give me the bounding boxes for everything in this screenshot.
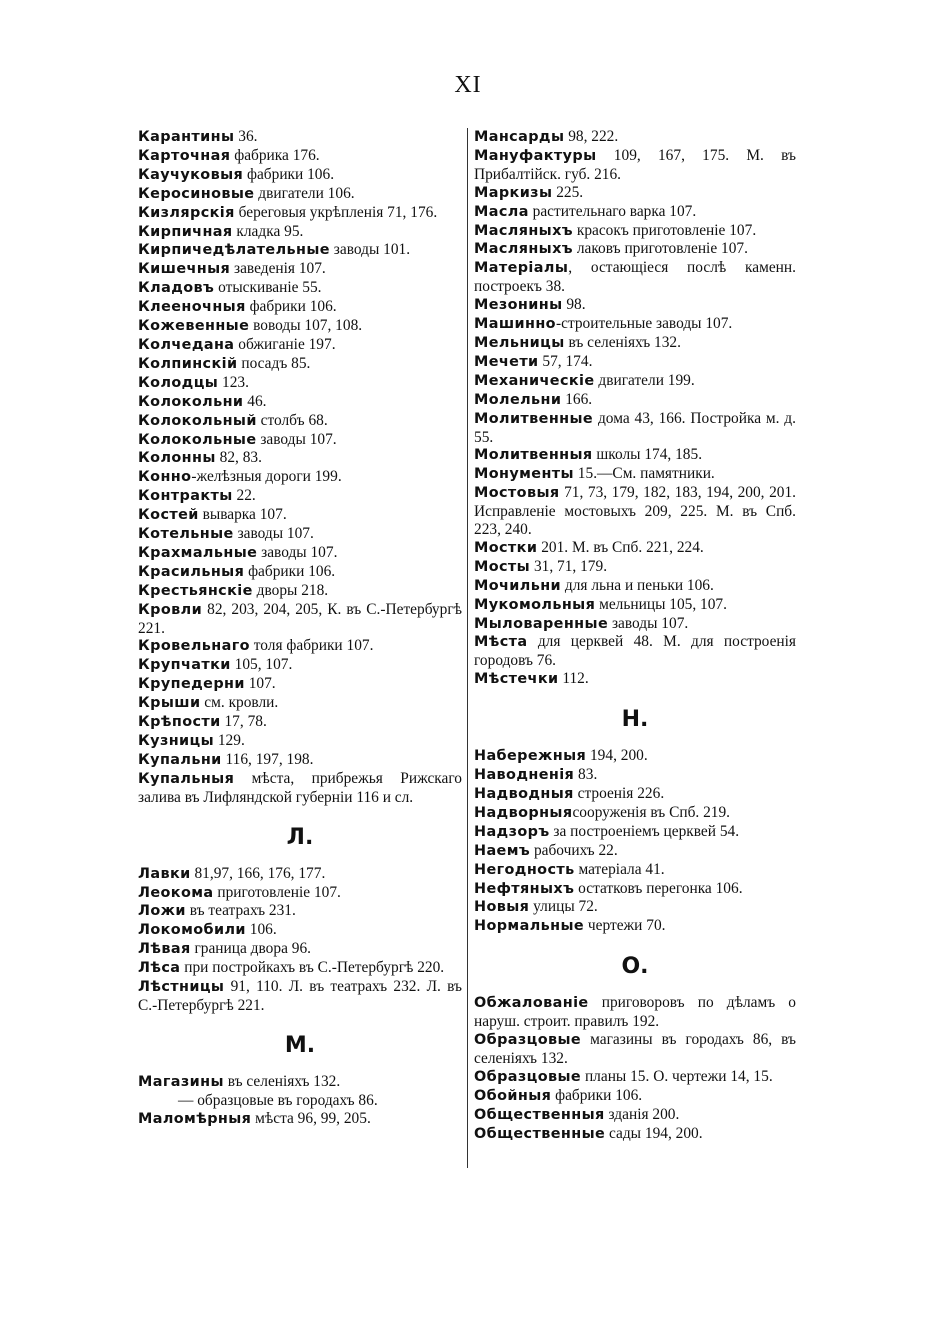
index-entry — [138, 656, 462, 675]
index-entry — [474, 1031, 796, 1068]
entry-headword: Крестьянскіе — [138, 582, 253, 599]
entry-headword: Колокольные — [138, 431, 257, 448]
index-entry — [138, 751, 462, 770]
entry-references: — образцовые въ городахъ 86. — [178, 1091, 378, 1109]
entry-references: для церквей 48. М. для построенія городовъ 76. — [474, 633, 796, 670]
entry-headword: Мечети — [474, 353, 539, 370]
index-entry — [138, 959, 462, 978]
entry-headword: Молитвенные — [474, 410, 594, 427]
entry-headword: Клееночныя — [138, 299, 246, 316]
entry-references: толя фабрики 107. — [249, 637, 374, 655]
index-entry — [474, 184, 796, 203]
entry-headword: Обжалованіе — [474, 995, 589, 1012]
index-entry — [474, 446, 796, 465]
index-entry — [474, 842, 796, 861]
entry-headword: Магазины — [138, 1073, 224, 1090]
index-entry — [474, 994, 796, 1031]
entry-references: планы 15. О. чертежи 14, 15. — [581, 1067, 773, 1085]
entry-references: 105, 107. — [230, 656, 293, 674]
entry-headword: Колокольный — [138, 412, 257, 429]
entry-headword: Колчедана — [138, 336, 235, 353]
entry-references: улицы 72. — [529, 898, 598, 916]
entry-headword: Маломѣрныя — [138, 1110, 252, 1127]
index-entry — [474, 240, 796, 259]
index-entry — [474, 861, 796, 880]
entry-references: фабрики 106. — [243, 165, 335, 183]
entry-references: мельницы 105, 107. — [595, 595, 727, 613]
entry-references: фабрики 106. — [245, 298, 337, 316]
index-entry — [138, 147, 462, 166]
index-entry — [138, 582, 462, 601]
entry-references: 82, 203, 204, 205, К. въ С.-Петербургѣ 221. — [138, 600, 462, 637]
entry-headword: Кизлярскія — [138, 204, 235, 221]
entry-references: заведенія 107. — [230, 260, 326, 278]
index-entry — [138, 902, 462, 921]
entry-headword: Леокома — [138, 884, 214, 901]
index-entry — [138, 241, 462, 260]
index-entry — [138, 412, 462, 431]
index-entry — [138, 732, 462, 751]
entry-headword: Мансарды — [474, 129, 565, 145]
entry-references: рабочихъ 22. — [530, 841, 618, 859]
index-entry — [474, 128, 796, 147]
entry-references: 17, 78. — [220, 713, 267, 731]
entry-headword: Кишечныя — [138, 261, 231, 278]
index-entry — [474, 577, 796, 596]
entry-references: заводы 107. — [257, 543, 338, 561]
entry-references: кладка 95. — [232, 222, 304, 240]
entry-headword: Мануфактуры — [474, 147, 597, 164]
entry-headword: Обойныя — [474, 1087, 552, 1104]
entry-references: выварка 107. — [198, 506, 287, 524]
entry-references: 46. — [243, 392, 267, 410]
index-entry — [138, 921, 462, 940]
index-entry — [138, 279, 462, 298]
index-entry — [474, 785, 796, 804]
entry-references: въ селеніяхъ 132. — [223, 1072, 341, 1090]
entry-headword: Мосты — [474, 558, 531, 575]
index-entry — [138, 770, 462, 807]
entry-references: 106. — [245, 921, 277, 939]
index-entry — [474, 596, 796, 615]
entry-references: 201. М. въ Спб. 221, 224. — [537, 538, 704, 556]
entry-references: дома 43, 166. Постройка м. д. 55. — [474, 409, 796, 446]
entry-headword: Маркизы — [474, 184, 553, 201]
index-entry — [474, 259, 796, 296]
entry-references: красокъ приготовленіе 107. — [573, 221, 757, 239]
entry-headword: Набережныя — [474, 748, 587, 765]
entry-references: за построеніемъ церквей 54. — [549, 822, 740, 840]
entry-references: фабрика 176. — [230, 146, 320, 164]
entry-references: фабрики 106. — [244, 562, 336, 580]
index-entry — [138, 487, 462, 506]
entry-references: посадъ 85. — [237, 354, 311, 372]
entry-references: растительнаго варка 107. — [528, 202, 697, 220]
entry-headword: Контракты — [138, 488, 233, 505]
entry-headword: Кузницы — [138, 733, 215, 749]
index-entry — [138, 694, 462, 713]
index-entry — [474, 633, 796, 670]
entry-headword: Масляныхъ — [474, 241, 573, 258]
entry-headword: Колпинскій — [138, 355, 238, 372]
entry-references: 116, 197, 198. — [221, 750, 314, 768]
entry-headword: Ложи — [138, 903, 186, 920]
index-entry — [474, 353, 796, 372]
entry-headword: Нефтяныхъ — [474, 880, 575, 897]
entry-headword: Колокольни — [138, 393, 244, 410]
entry-headword: Купальни — [138, 751, 222, 768]
page-number: XI — [454, 72, 482, 98]
index-entry — [474, 1106, 796, 1125]
index-entry — [474, 203, 796, 222]
index-entry — [138, 449, 462, 468]
index-entry — [138, 468, 462, 487]
index-entry — [474, 880, 796, 899]
index-entry — [474, 296, 796, 315]
entry-headword: Масла — [474, 203, 529, 220]
entry-headword: Костей — [138, 507, 199, 524]
entry-headword: Кирпичная — [138, 223, 233, 240]
entry-references: строенія 226. — [573, 785, 665, 802]
entry-references: 109, 167, 175. М. въ Прибалтійск. губ. 216. — [474, 146, 796, 183]
index-entry — [474, 410, 796, 447]
entry-headword: Кирпичедѣлательные — [138, 242, 330, 259]
entry-references: -строительные заводы 107. — [555, 315, 733, 333]
entry-headword: Наемъ — [474, 842, 531, 859]
entry-headword: Конно — [138, 469, 192, 486]
entry-references: береговыя укрѣпленія 71, 176. — [234, 203, 438, 221]
index-entry — [474, 147, 796, 184]
entry-references: лаковъ приготовленіе 107. — [573, 240, 748, 258]
entry-headword: Новыя — [474, 899, 530, 916]
entry-references: 82, 83. — [215, 449, 262, 467]
entry-headword: Лавки — [138, 865, 191, 882]
index-entry — [138, 166, 462, 185]
entry-references: мѣста, прибрежья Рижскаго залива въ Лифляндской губерніи 116 и сл. — [138, 769, 462, 806]
entry-references: заводы 107. — [608, 614, 689, 632]
entry-references: столбъ 68. — [256, 411, 328, 429]
index-entry — [138, 1073, 462, 1092]
entry-references: остатковъ перегонка 106. — [574, 879, 743, 897]
entry-references: въ селеніяхъ 132. — [564, 333, 681, 351]
section-letter-heading: М. — [284, 1032, 316, 1058]
entry-headword: Мукомольныя — [474, 596, 596, 613]
index-entry — [474, 484, 796, 539]
entry-headword: Каучуковыя — [138, 166, 244, 183]
entry-references: заводы 101. — [329, 241, 411, 259]
entry-references: 98. — [562, 296, 586, 314]
index-entry — [474, 558, 796, 577]
entry-references: 112. — [558, 670, 589, 688]
entry-references: -желѣзныя дороги 199. — [191, 468, 342, 486]
entry-references: сооруженія въ Спб. 219. — [572, 803, 731, 821]
entry-references: школы 174, 185. — [592, 446, 703, 464]
index-entry — [138, 317, 462, 336]
entry-references: мѣста 96, 99, 205. — [251, 1109, 371, 1127]
index-entry — [138, 506, 462, 525]
index-entry — [474, 670, 796, 689]
index-entry — [138, 374, 462, 393]
entry-references: 81,97, 166, 176, 177. — [190, 864, 326, 882]
index-entry — [138, 978, 462, 1015]
entry-headword: Кожевенные — [138, 318, 250, 335]
index-entry — [138, 525, 462, 544]
entry-references: отыскиваніе 55. — [214, 279, 322, 297]
entry-headword: Общественные — [474, 1125, 606, 1142]
index-column-right — [474, 128, 796, 1144]
index-entry — [474, 1087, 796, 1106]
entry-references: 36. — [234, 128, 258, 145]
index-entry — [138, 563, 462, 582]
index-entry — [138, 204, 462, 223]
index-entry — [138, 544, 462, 563]
entry-headword: Крахмальные — [138, 544, 258, 561]
entry-headword: Мезонины — [474, 297, 563, 314]
entry-references: 15.—См. памятники. — [573, 465, 715, 483]
entry-headword: Мостовыя — [474, 485, 560, 502]
entry-headword: Мочильни — [474, 577, 562, 594]
entry-headword: Мельницы — [474, 334, 565, 351]
entry-headword: Керосиновые — [138, 185, 255, 202]
entry-references: , остающіеся послѣ каменн. построекъ 38. — [474, 259, 796, 296]
entry-headword: Монументы — [474, 466, 574, 483]
entry-headword: Образцовые — [474, 1032, 582, 1049]
entry-headword: Механическіе — [474, 372, 595, 389]
entry-headword: Карантины — [138, 129, 235, 145]
index-entry — [474, 334, 796, 353]
entry-references: 129. — [214, 732, 245, 749]
index-entry — [138, 884, 462, 903]
index-entry — [474, 804, 796, 823]
entry-references: 91, 110. Л. въ театрахъ 232. Л. въ С.-Петербургѣ 221. — [138, 978, 462, 1014]
entry-references: 22. — [232, 487, 256, 505]
index-entry — [138, 128, 462, 147]
entry-references: чертежи 70. — [584, 917, 666, 935]
entry-references: при постройкахъ въ С.-Петербургѣ 220. — [180, 959, 445, 977]
entry-references: 83. — [574, 766, 598, 784]
entry-references: воводы 107, 108. — [249, 317, 363, 335]
index-entry — [138, 185, 462, 204]
entry-headword: Лѣстницы — [138, 979, 225, 996]
index-entry — [474, 372, 796, 391]
index-entry — [138, 637, 462, 656]
index-entry — [138, 675, 462, 694]
entry-headword: Надводныя — [474, 786, 574, 802]
entry-references: см. кровли. — [200, 694, 279, 712]
index-entry — [138, 260, 462, 279]
entry-references: заводы 107. — [233, 525, 314, 543]
entry-headword: Карточная — [138, 147, 231, 164]
entry-references: сады 194, 200. — [605, 1124, 703, 1142]
entry-references: 71, 73, 179, 182, 183, 194, 200, 201. Исправленіе мостовыхъ 209, 225. М. въ Спб. 223, 240. — [474, 484, 796, 539]
index-entry — [138, 601, 462, 638]
entry-references: въ театрахъ 231. — [185, 902, 296, 920]
entry-references: 123. — [218, 373, 249, 391]
entry-headword: Крѣпости — [138, 714, 221, 731]
entry-headword: Лѣса — [138, 960, 181, 977]
entry-references: 166. — [561, 390, 593, 408]
index-entry — [474, 747, 796, 766]
index-entry — [474, 1125, 796, 1144]
index-entry — [474, 315, 796, 334]
entry-headword: Купальныя — [138, 770, 235, 787]
entry-headword: Кровельнаго — [138, 638, 250, 655]
entry-headword: Негодность — [474, 861, 575, 878]
entry-headword: Надзоръ — [474, 823, 550, 840]
entry-headword: Нормальные — [474, 918, 585, 935]
index-entry — [474, 917, 796, 936]
entry-headword: Кладовъ — [138, 280, 215, 297]
entry-references: 225. — [552, 183, 584, 201]
entry-references: приговоровъ по дѣламъ о наруш. строит. правилъ 192. — [474, 994, 796, 1031]
entry-references: фабрики 106. — [551, 1086, 643, 1104]
index-entry — [474, 539, 796, 558]
index-entry — [474, 465, 796, 484]
column-divider — [467, 128, 468, 1168]
entry-references: 107. — [244, 675, 276, 693]
entry-references: 31, 71, 179. — [530, 557, 608, 575]
entry-references: граница двора 96. — [190, 940, 311, 958]
index-entry — [138, 223, 462, 242]
entry-headword: Мыловаренные — [474, 615, 609, 632]
index-entry — [138, 393, 462, 412]
entry-headword: Надворныя — [474, 804, 573, 821]
entry-headword: Локомобили — [138, 922, 246, 939]
index-entry — [474, 898, 796, 917]
entry-headword: Кровли — [138, 601, 203, 618]
section-letter-heading: Н. — [621, 707, 649, 733]
index-entry — [138, 1092, 462, 1110]
entry-headword: Матеріалы — [474, 260, 569, 277]
entry-references: заводы 107. — [256, 430, 337, 448]
index-entry — [138, 940, 462, 959]
index-entry — [138, 431, 462, 450]
entry-headword: Образцовые — [474, 1068, 582, 1085]
section-letter-heading: Л. — [286, 824, 314, 850]
entry-references: 194, 200. — [586, 747, 648, 765]
entry-headword: Колодцы — [138, 374, 219, 391]
index-entry — [474, 766, 796, 785]
entry-references: зданія 200. — [604, 1105, 680, 1123]
entry-headword: Котельные — [138, 526, 234, 543]
entry-headword: Наводненія — [474, 767, 575, 784]
entry-references: магазины въ городахъ 86, въ селеніяхъ 132. — [474, 1031, 796, 1067]
entry-headword: Машинно — [474, 316, 556, 333]
index-column-left — [138, 128, 462, 1129]
index-entry — [474, 222, 796, 241]
index-entry — [138, 355, 462, 374]
entry-references: обжиганіе 197. — [234, 335, 336, 353]
entry-headword: Молельни — [474, 391, 562, 408]
entry-headword: Колонны — [138, 450, 216, 467]
entry-references: двигатели 106. — [254, 184, 355, 202]
entry-references: дворы 218. — [252, 581, 329, 599]
entry-headword: Красильныя — [138, 563, 245, 580]
index-entry — [138, 336, 462, 355]
index-entry — [474, 615, 796, 634]
section-letter-heading: О. — [621, 954, 649, 980]
entry-headword: Мѣста — [474, 634, 528, 651]
entry-headword: Крыши — [138, 695, 201, 712]
index-entry — [138, 865, 462, 884]
entry-headword: Лѣвая — [138, 941, 191, 958]
entry-headword: Мостки — [474, 539, 538, 556]
entry-headword: Крупчатки — [138, 657, 231, 674]
entry-headword: Мѣстечки — [474, 671, 559, 688]
entry-references: 57, 174. — [538, 352, 593, 370]
index-entry — [474, 391, 796, 410]
entry-headword: Молитвенныя — [474, 447, 593, 464]
index-entry — [474, 823, 796, 842]
entry-references: приготовленіе 107. — [213, 883, 341, 901]
entry-references: двигатели 199. — [594, 371, 695, 389]
entry-headword: Масляныхъ — [474, 222, 573, 239]
index-entry — [138, 298, 462, 317]
entry-headword: Крупедерни — [138, 676, 245, 693]
entry-references: для льна и пеньки 106. — [561, 576, 714, 594]
index-entry — [138, 1110, 462, 1129]
entry-headword: Общественныя — [474, 1106, 605, 1123]
index-entry — [474, 1068, 796, 1087]
index-entry — [138, 713, 462, 732]
entry-references: 98, 222. — [564, 128, 619, 145]
entry-references: матеріала 41. — [574, 860, 665, 878]
